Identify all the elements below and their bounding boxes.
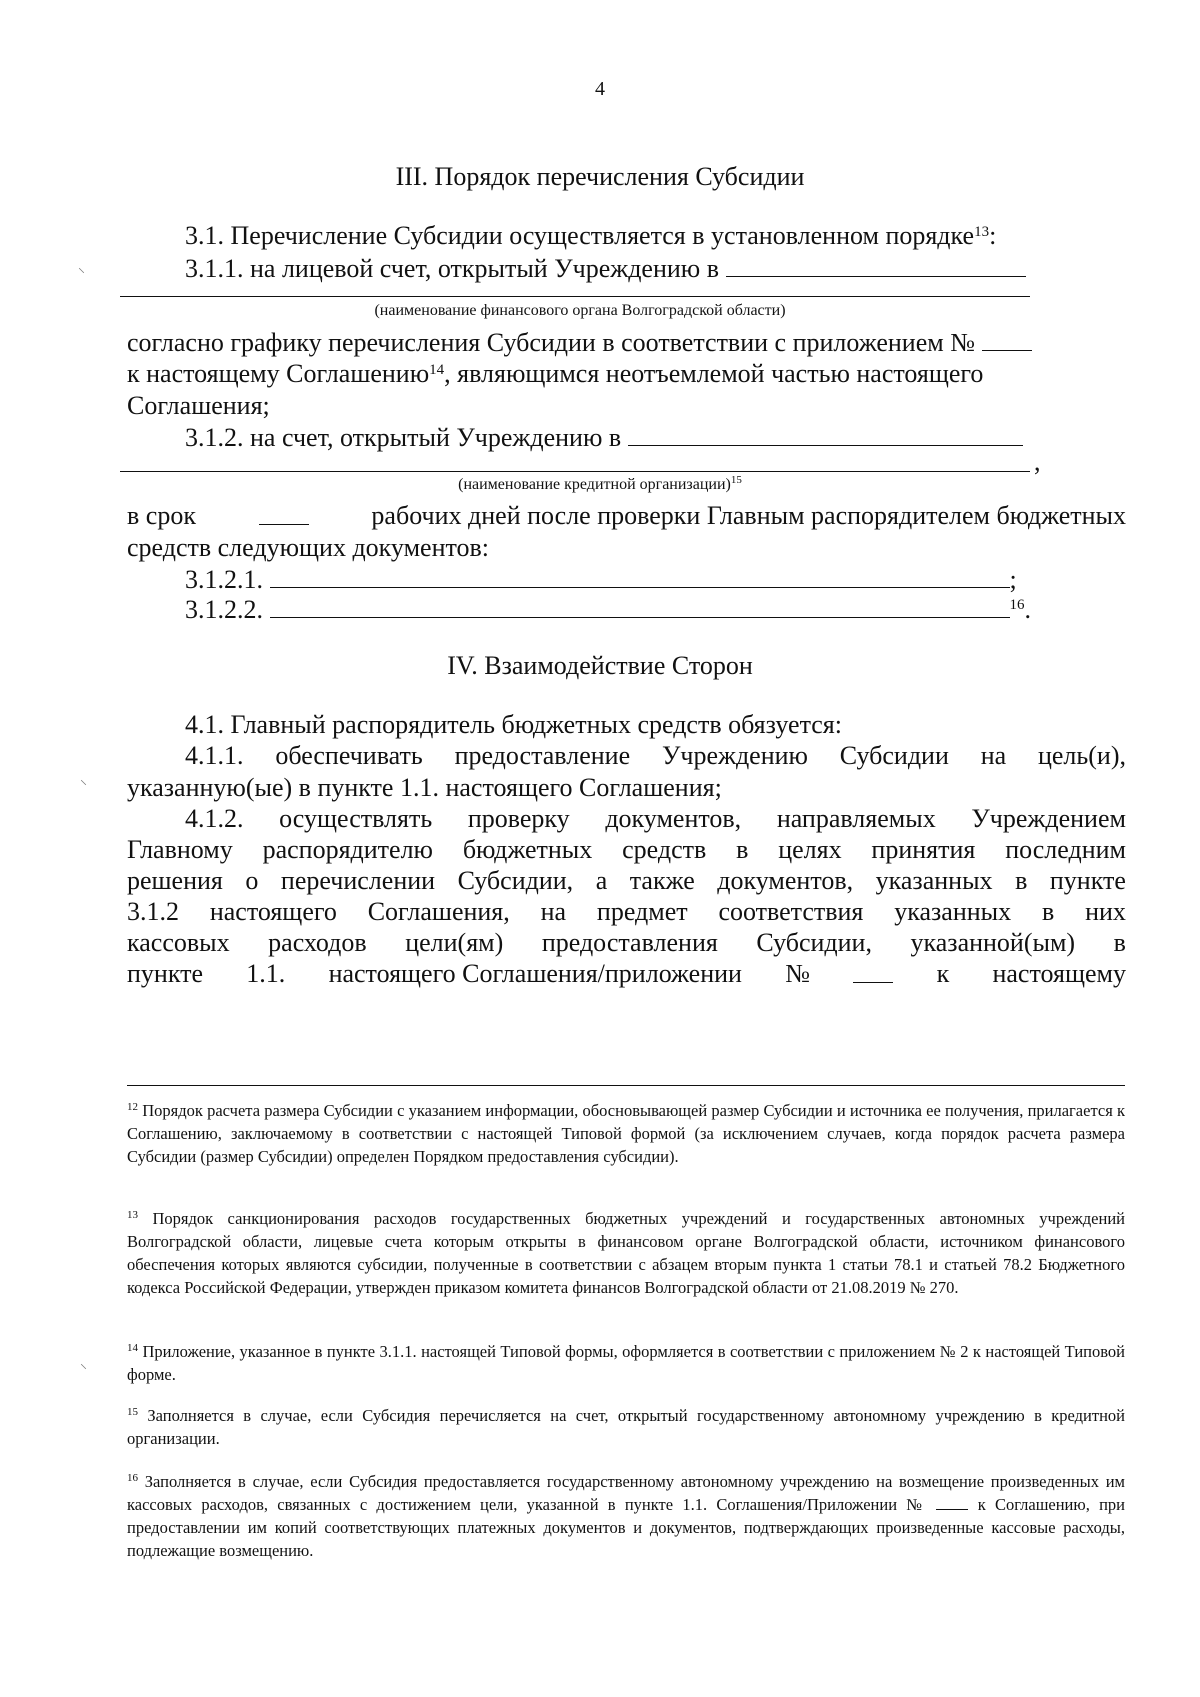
word: предмет xyxy=(596,897,688,926)
footnote-13-number: 13 xyxy=(127,1209,138,1221)
blank-field-days[interactable] xyxy=(259,500,309,525)
blank-line-fin-organ[interactable] xyxy=(120,296,1030,297)
caption-credit-org xyxy=(0,476,1200,494)
word: указанных xyxy=(875,866,993,895)
word: последним xyxy=(1005,835,1126,864)
comma: , xyxy=(1034,447,1041,476)
word: документов, xyxy=(605,804,742,833)
word: а xyxy=(595,866,608,895)
blank-field-document-1[interactable] xyxy=(270,563,1010,588)
footnote-16-text-b: к Соглашению, при предоставлении им копий соответствующих платежных документов и документов, подтверждающих произведенные кассовые расходы, подлежащие возмещению. xyxy=(127,1495,1126,1560)
blank-field-credit-org[interactable] xyxy=(628,421,1023,446)
word: 1.1. xyxy=(246,959,286,988)
word: указанных xyxy=(894,897,1012,926)
schedule-line-3: Соглашения; xyxy=(127,391,270,420)
word: в xyxy=(736,835,749,864)
section-3-title: III. Порядок перечисления Субсидии xyxy=(395,162,805,191)
word: осуществлять xyxy=(279,804,433,833)
word: в xyxy=(1015,866,1028,895)
term-line-1 xyxy=(127,500,1126,532)
footnote-15-text: Заполняется в случае, если Субсидия перечисляется на счет, открытый государственному автономному учреждению в кредитной организации. xyxy=(127,1406,1125,1448)
blank-field-appendix-number[interactable] xyxy=(982,326,1032,351)
scan-mark: ⸜ xyxy=(80,1357,87,1372)
word: настоящего Соглашения/приложении xyxy=(328,959,742,988)
word: настоящего xyxy=(209,897,337,926)
word: 4.1.2. xyxy=(185,804,244,833)
footnote-15-number: 15 xyxy=(127,1406,138,1418)
word: перечислении xyxy=(280,866,436,895)
blank-field-appendix-number-2[interactable] xyxy=(853,958,893,983)
word: Учреждению xyxy=(661,741,808,770)
word: предоставление xyxy=(454,741,631,770)
footnote-separator xyxy=(127,1085,1125,1086)
paragraph-4-1-2-line-4 xyxy=(127,896,1126,928)
paragraph-4-1-1-line-2: указанную(ые) в пункте 1.1. настоящего Соглашения; xyxy=(127,773,722,802)
schedule-line-1-text: согласно графику перечисления Субсидии в соответствии с приложением № xyxy=(127,328,976,357)
term-rest: рабочих дней после проверки Главным распорядителем бюджетных xyxy=(371,501,1126,530)
word: Субсидии, xyxy=(457,866,574,895)
footnote-12 xyxy=(127,1099,1125,1168)
schedule-line-2-a: к настоящему Соглашению xyxy=(127,359,430,388)
word: них xyxy=(1085,897,1126,926)
word: принятия xyxy=(871,835,976,864)
word: кассовых xyxy=(127,928,230,957)
paragraph-4-1-2-line-1 xyxy=(185,803,1126,835)
blank-field-document-2[interactable] xyxy=(270,593,1010,618)
blank-field-appendix-number-3[interactable] xyxy=(936,1493,968,1510)
word: указанной(ым) xyxy=(910,928,1076,957)
period: . xyxy=(1024,595,1031,624)
paragraph-3-1-2-2-label: 3.1.2.2. xyxy=(185,595,263,624)
paragraph-4-1-2-line-2 xyxy=(127,834,1126,866)
word: Соглашения, xyxy=(367,897,510,926)
word: в xyxy=(1113,928,1126,957)
word: 3.1.2 xyxy=(127,897,179,926)
semicolon: ; xyxy=(1009,565,1017,594)
word: также xyxy=(629,866,695,895)
scan-mark: ⸜ xyxy=(78,261,85,276)
word: документов, xyxy=(717,866,854,895)
word: пункте xyxy=(127,959,204,988)
word: соответствия xyxy=(718,897,864,926)
blank-line-credit-org[interactable] xyxy=(120,471,1030,472)
paragraph-4-1: 4.1. Главный распорядитель бюджетных средств обязуется: xyxy=(185,710,842,739)
paragraph-3-1-2-1 xyxy=(185,563,1017,596)
paragraph-3-1-2-1-label: 3.1.2.1. xyxy=(185,565,263,594)
footnote-ref-15: 15 xyxy=(730,474,742,486)
paragraph-3-1-2-2 xyxy=(185,593,1031,626)
paragraph-3-1-1 xyxy=(185,252,1026,285)
paragraph-3-1-text: 3.1. Перечисление Субсидии осуществляется в установленном порядке xyxy=(185,221,975,250)
footnote-13 xyxy=(127,1207,1125,1299)
paragraph-3-1-2-text: 3.1.2. на счет, открытый Учреждению в xyxy=(185,423,622,452)
term-word-1: в срок xyxy=(127,501,196,530)
footnote-12-number: 12 xyxy=(127,1101,138,1113)
word: 4.1.1. xyxy=(185,741,244,770)
paragraph-4-1-2-line-3 xyxy=(127,865,1126,897)
word: направляемых xyxy=(776,804,936,833)
word: пункте xyxy=(1049,866,1126,895)
footnote-16-text-a: Заполняется в случае, если Субсидия предоставляется государственному автономному учреждению на возмещение произведенных им кассовых расходов, связанных с достижением цели, указанной в пункте 1.1. Соглашения/Приложении № xyxy=(127,1472,1125,1514)
word: Субсидии xyxy=(839,741,949,770)
footnote-ref-14: 14 xyxy=(429,362,445,378)
schedule-line-2-b: , являющимся неотъемлемой частью настоящего xyxy=(444,359,984,388)
blank-field-fin-organ[interactable] xyxy=(726,252,1026,277)
word: цели(ям) xyxy=(405,928,504,957)
page-number: 4 xyxy=(595,78,605,100)
word: Главному xyxy=(127,835,233,864)
word: в xyxy=(1041,897,1055,926)
word: обеспечивать xyxy=(275,741,423,770)
paragraph-4-1-2-line-6 xyxy=(127,958,1126,990)
word: Субсидии, xyxy=(756,928,872,957)
word: к xyxy=(936,959,950,988)
schedule-line-2 xyxy=(127,358,983,390)
word: расходов xyxy=(268,928,367,957)
word: № xyxy=(785,959,811,988)
footnote-13-text: Порядок санкционирования расходов государственных бюджетных учреждений и государственных автономных учреждений Волгоградской области, лицевые счета которым открыты в финансовом органе Волгоградской области, источником финансового обеспечения которых являются субсидии, полученные в соответствии с абзацем вторым пункта 1 статьи 78.1 и статьей 78.2 Бюджетного кодекса Российской Федерации, утвержден приказом комитета финансов Волгоградской области от 21.08.2019 № 270. xyxy=(127,1209,1125,1297)
footnote-16-number: 16 xyxy=(127,1472,138,1484)
footnote-ref-16: 16 xyxy=(1009,597,1025,613)
paragraph-4-1-1-line-1 xyxy=(185,740,1126,772)
footnote-14 xyxy=(127,1340,1125,1386)
word: бюджетных xyxy=(462,835,593,864)
footnote-15 xyxy=(127,1404,1125,1450)
footnote-14-number: 14 xyxy=(127,1342,138,1354)
footnote-ref-13: 13 xyxy=(974,224,990,240)
word: проверку xyxy=(467,804,570,833)
word: распорядителю xyxy=(262,835,433,864)
footnote-16 xyxy=(127,1470,1125,1562)
paragraph-4-1-2-line-5 xyxy=(127,927,1126,959)
caption-credit-org-text: (наименование кредитной организации) xyxy=(458,476,731,493)
word: средств xyxy=(622,835,707,864)
section-4-title: IV. Взаимодействие Сторон xyxy=(447,651,753,680)
word: целях xyxy=(778,835,842,864)
word: предоставления xyxy=(541,928,718,957)
word: Учреждением xyxy=(971,804,1126,833)
word: на xyxy=(540,897,567,926)
word: цель(и), xyxy=(1037,741,1126,770)
paragraph-3-1-colon: : xyxy=(989,221,997,250)
word: о xyxy=(245,866,259,895)
scan-mark: ⸜ xyxy=(80,773,87,788)
paragraph-3-1 xyxy=(185,220,996,252)
word: на xyxy=(980,741,1007,770)
schedule-line-1 xyxy=(127,326,1032,359)
caption-fin-organ: (наименование финансового органа Волгоградской области) xyxy=(374,302,786,319)
paragraph-3-1-1-text: 3.1.1. на лицевой счет, открытый Учреждению в xyxy=(185,254,720,283)
word: решения xyxy=(127,866,223,895)
footnote-14-text: Приложение, указанное в пункте 3.1.1. настоящей Типовой формы, оформляется в соответствии с приложением № 2 к настоящей Типовой форме. xyxy=(127,1342,1125,1384)
word: настоящему xyxy=(992,959,1126,988)
paragraph-3-1-2 xyxy=(185,421,1023,454)
term-line-2: средств следующих документов: xyxy=(127,533,490,562)
footnote-12-text: Порядок расчета размера Субсидии с указанием информации, обосновывающей размер Субсидии и источника ее получения, прилагается к Соглашению, заключаемому в соответствии с настоящей Типовой формой (за исключением случаев, когда порядок расчета размера Субсидии (размер Субсидии) определен Порядком предоставления субсидии). xyxy=(127,1101,1126,1166)
